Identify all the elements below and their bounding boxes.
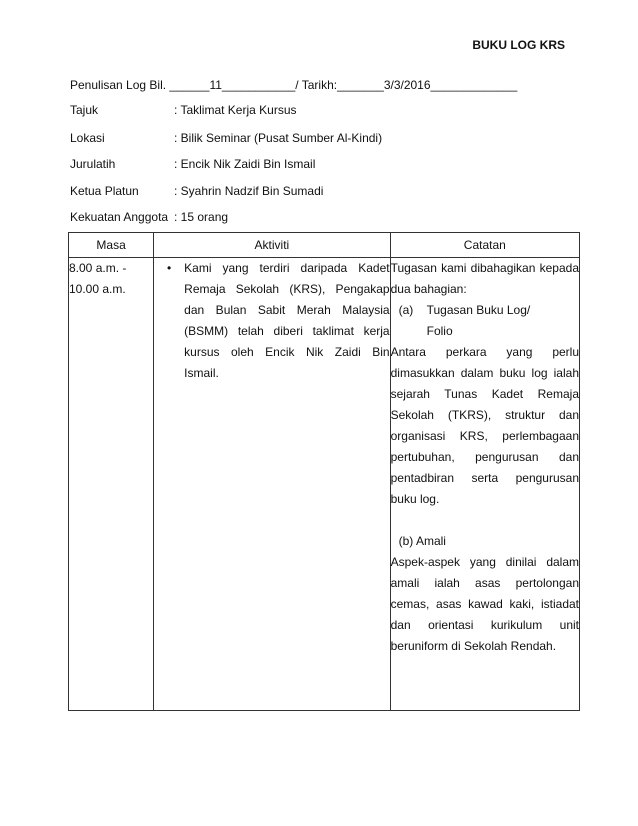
info-label: Tajuk bbox=[70, 103, 99, 117]
masa-cell bbox=[69, 258, 154, 711]
document-header-title: BUKU LOG KRS bbox=[472, 38, 565, 52]
masa-start: 8.00 a.m. - bbox=[69, 261, 127, 275]
info-label: Lokasi bbox=[70, 131, 105, 145]
item-a-marker: (a) bbox=[398, 303, 414, 317]
table-header-row bbox=[69, 233, 580, 258]
header-aktiviti: Aktiviti bbox=[154, 233, 390, 258]
info-row-lokasi bbox=[70, 131, 382, 145]
info-value: : Bilik Seminar (Pusat Sumber Al-Kindi) bbox=[174, 131, 383, 145]
aktiviti-cell bbox=[154, 258, 390, 711]
catatan-cell bbox=[390, 258, 579, 711]
info-label: Jurulatih bbox=[70, 157, 116, 171]
catatan-paragraph-1: Antara perkara yang perlu dimasukkan dalam buku log ialah sejarah Tunas Kadet Remaja Sekolah (TKRS), struktur dan organisasi KRS, perlembagaan pertubuhan, pengurusan dan pentadbiran serta pengurusan buku log. bbox=[390, 345, 579, 506]
spacer bbox=[391, 510, 579, 531]
log-number-date-line: Penulisan Log Bil. ______11___________/ Tarikh:_______3/3/2016_____________ bbox=[70, 78, 518, 92]
info-row-ketua-platun bbox=[70, 184, 323, 198]
bullet-icon: • bbox=[167, 261, 172, 275]
info-row-jurulatih bbox=[70, 157, 315, 171]
item-a-text: Tugasan Buku Log/ bbox=[426, 303, 531, 317]
item-a-continuation: Folio bbox=[426, 324, 453, 338]
info-value: : Taklimat Kerja Kursus bbox=[174, 103, 297, 117]
masa-end: 10.00 a.m. bbox=[69, 282, 126, 296]
table-row bbox=[69, 258, 580, 711]
catatan-item-a bbox=[391, 300, 579, 321]
info-value: : Syahrin Nadzif Bin Sumadi bbox=[174, 184, 324, 198]
info-value: : Encik Nik Zaidi Bin Ismail bbox=[174, 157, 316, 171]
catatan-item-b: (b) Amali bbox=[398, 534, 446, 548]
info-row-kekuatan-anggota bbox=[70, 210, 228, 224]
activity-log-table bbox=[68, 232, 580, 711]
info-label: Ketua Platun bbox=[70, 184, 139, 198]
header-catatan: Catatan bbox=[390, 233, 579, 258]
catatan-paragraph-2: Aspek-aspek yang dinilai dalam amali ialah asas pertolongan cemas, asas kawad kaki, istiadat dan orientasi kurikulum unit beruniform di Sekolah Rendah. bbox=[390, 555, 579, 653]
header-masa: Masa bbox=[69, 233, 154, 258]
info-row-tajuk bbox=[70, 103, 297, 117]
aktiviti-bullet-item bbox=[154, 258, 389, 384]
aktiviti-text: Kami yang terdiri daripada Kadet Remaja Sekolah (KRS), Pengakap dan Bulan Sabit Merah Malaysia (BSMM) telah diberi taklimat kerja kursus oleh Encik Nik Zaidi Bin Ismail. bbox=[184, 261, 390, 380]
info-value: : 15 orang bbox=[174, 210, 229, 224]
catatan-intro: Tugasan kami dibahagikan kepada dua bahagian: bbox=[390, 261, 579, 296]
info-label: Kekuatan Anggota bbox=[70, 210, 169, 224]
